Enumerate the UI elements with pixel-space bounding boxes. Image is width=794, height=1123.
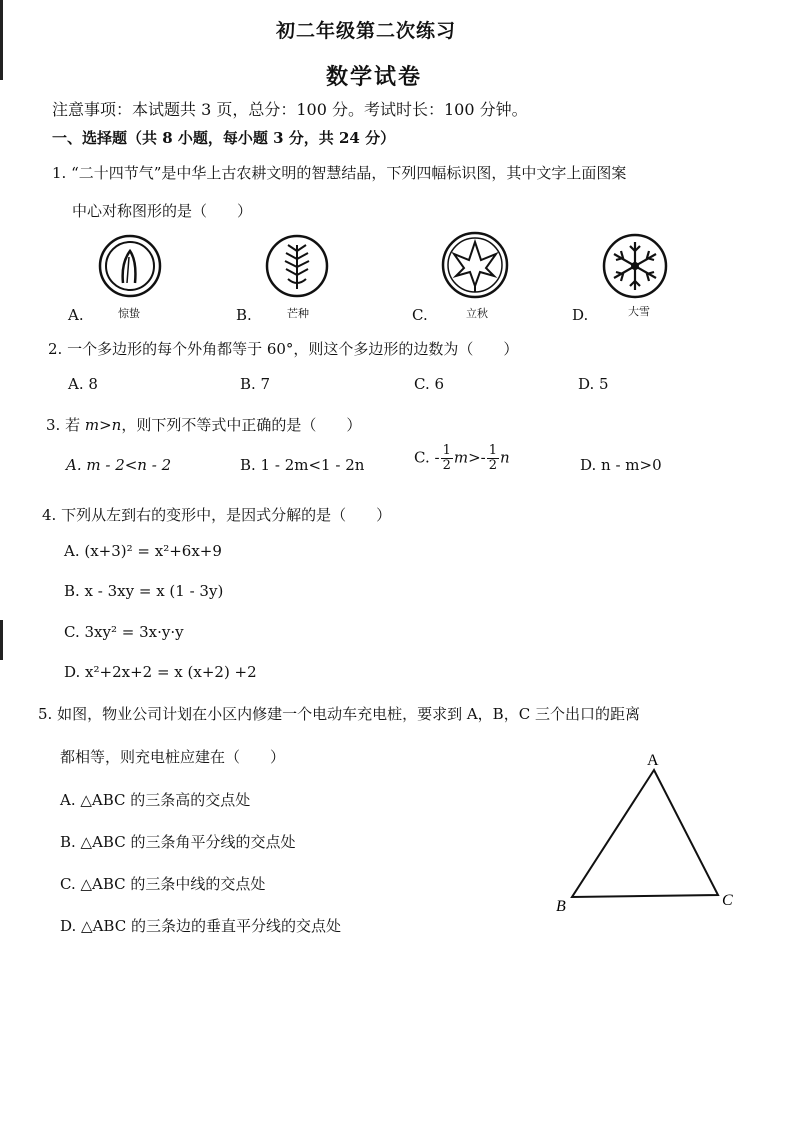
q1-option-c-caption: 立秋 (466, 307, 488, 320)
vertex-label-c: C (722, 892, 733, 909)
q2-option-d: D. 5 (578, 375, 609, 393)
q4-option-c: C. 3xy² = 3x·y·y (64, 623, 184, 641)
liqiu-emblem-icon (440, 230, 510, 300)
q2-option-b: B. 7 (240, 375, 271, 393)
scan-edge-mark (0, 620, 3, 660)
q4-option-b: B. x - 3xy = x (1 - 3y) (64, 582, 224, 600)
page-subtitle: 数学试卷 (326, 64, 423, 90)
triangle-abc-figure (550, 745, 750, 920)
question-1-stem-cont: 中心对称图形的是（ ） (72, 202, 253, 220)
q4-option-a: A. (x+3)² = x²+6x+9 (64, 542, 222, 560)
q5-option-b: B. △ABC 的三条角平分线的交点处 (60, 833, 296, 851)
q2-option-a: A. 8 (68, 375, 98, 393)
question-5-stem-cont: 都相等，则充电桩应建在（ ） (60, 748, 286, 766)
question-5-stem: 5. 如图，物业公司计划在小区内修建一个电动车充电桩，要求到 A，B，C 三个出口的距离 (38, 705, 640, 723)
q1-option-d-caption: 大雪 (628, 305, 650, 318)
fraction-one-half: $\frac{1}{2}$ (442, 443, 451, 473)
mangzhong-emblem-icon (264, 233, 330, 299)
q3-option-d: D. n - m>0 (580, 456, 662, 474)
q5-option-c: C. △ABC 的三条中线的交点处 (60, 875, 266, 893)
q2-option-c: C. 6 (414, 375, 445, 393)
q1-option-a-letter: A. (68, 306, 84, 324)
q1-option-b-caption: 芒种 (287, 307, 309, 320)
q3-option-a: A. m - 2<n - 2 (66, 456, 172, 474)
scan-edge-mark (0, 0, 3, 80)
exam-notice: 注意事项：本试题共 3 页，总分：100 分。考试时长：100 分钟。 (52, 100, 528, 119)
q5-option-a: A. △ABC 的三条高的交点处 (60, 791, 251, 809)
fraction-one-half: $\frac{1}{2}$ (488, 443, 498, 473)
q4-option-d: D. x²+2x+2 = x (x+2) +2 (64, 663, 257, 681)
q1-option-d-letter: D. (572, 306, 589, 324)
question-3-stem: 3. 若 m>n，则下列不等式中正确的是（ ） (46, 416, 362, 434)
q1-option-c-letter: C. (412, 306, 428, 324)
question-1-stem: 1. “二十四节气”是中华上古农耕文明的智慧结晶，下列四幅标识图，其中文字上面图案 (52, 164, 627, 182)
q1-option-b-letter: B. (236, 306, 252, 324)
question-2-stem: 2. 一个多边形的每个外角都等于 60°，则这个多边形的边数为（ ） (48, 340, 519, 358)
question-4-stem: 4. 下列从左到右的变形中，是因式分解的是（ ） (42, 506, 392, 524)
jingzhe-emblem-icon (97, 233, 163, 299)
daxue-emblem-icon (601, 232, 669, 300)
vertex-label-a: A (647, 752, 659, 769)
q5-option-d: D. △ABC 的三条边的垂直平分线的交点处 (60, 917, 341, 935)
vertex-label-b: B (556, 898, 566, 915)
q1-option-a-caption: 惊蛰 (118, 307, 140, 320)
page-title: 初二年级第二次练习 (276, 20, 457, 42)
q3-option-c: C. - $\frac{1}{2}$ m>- $\frac{1}{2}$ n (414, 443, 510, 473)
section-heading: 一、选择题（共 8 小题，每小题 3 分，共 24 分） (52, 129, 396, 147)
q3-option-b: B. 1 - 2m<1 - 2n (240, 456, 365, 474)
